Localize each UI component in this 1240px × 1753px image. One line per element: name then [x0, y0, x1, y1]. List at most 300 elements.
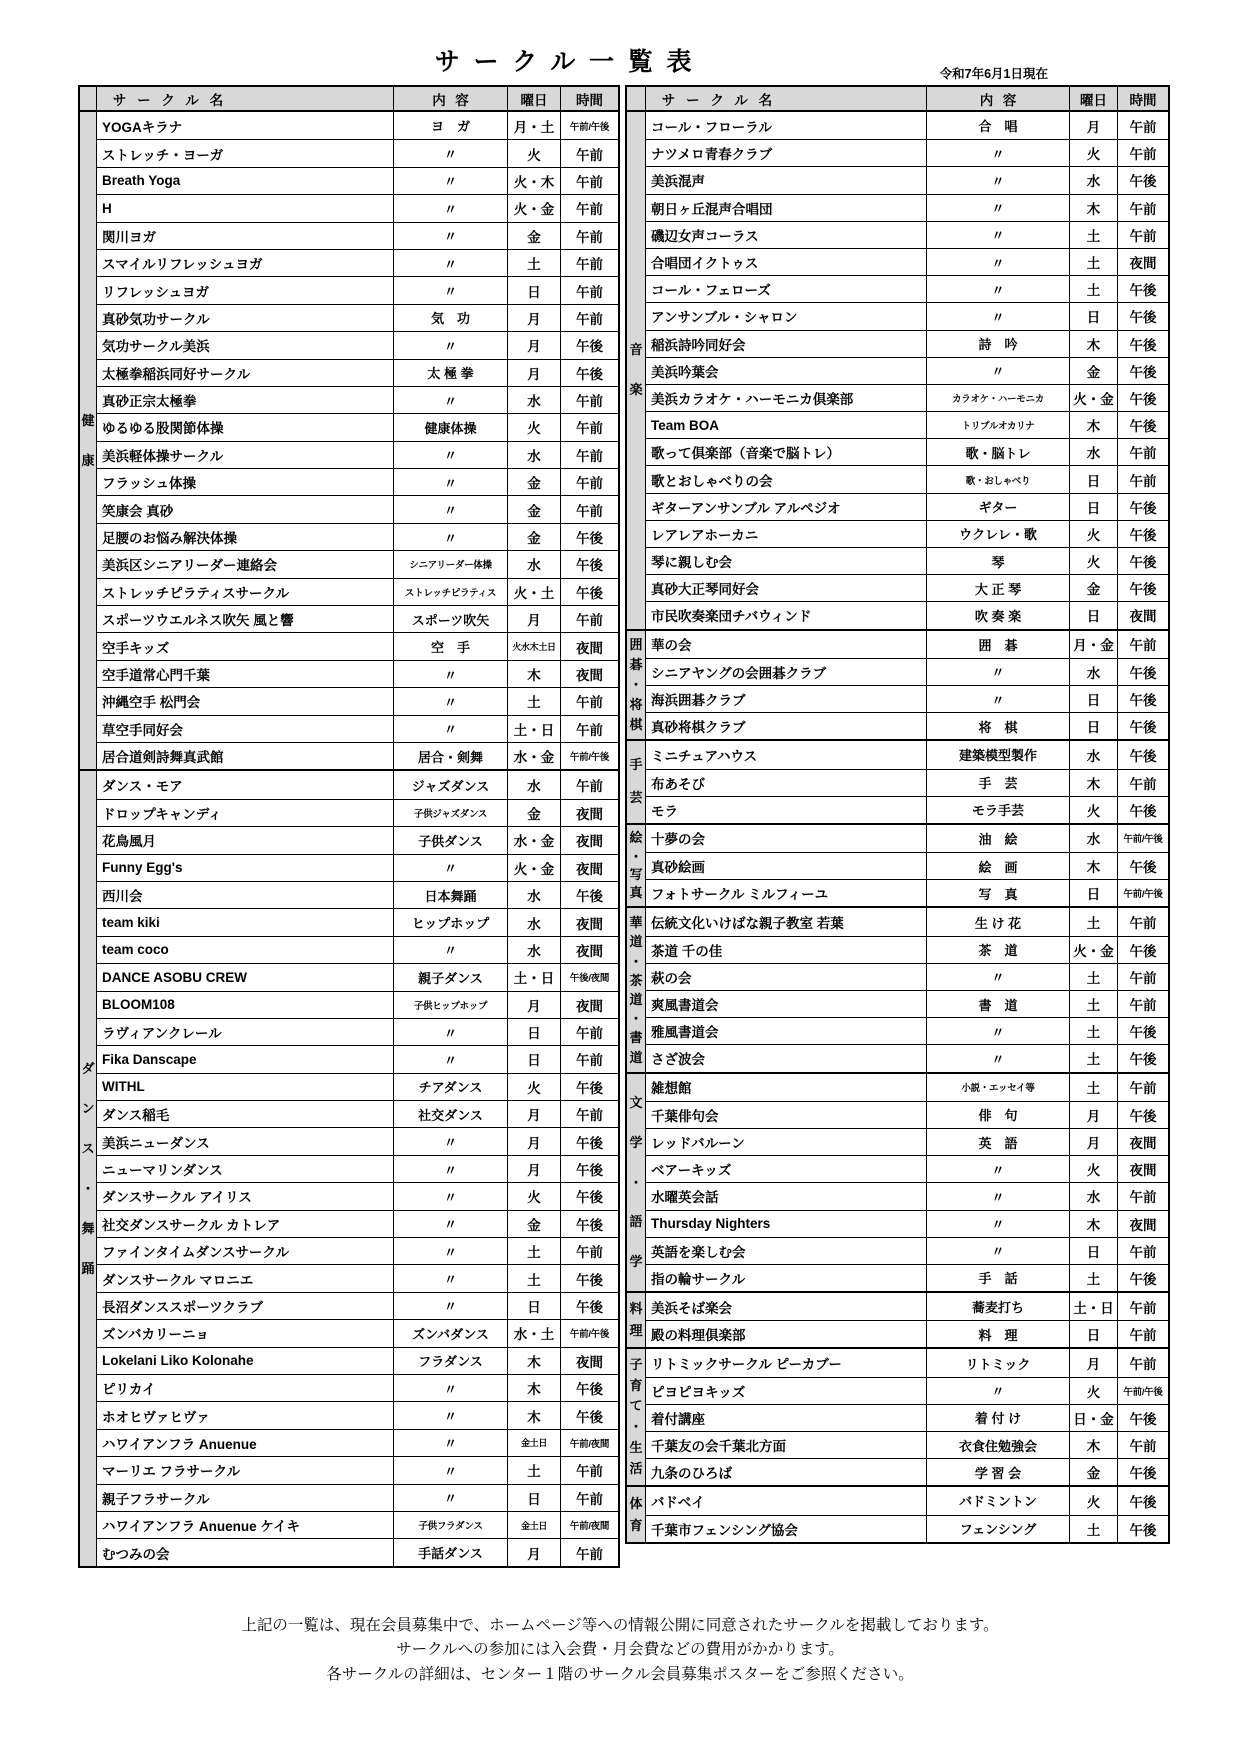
time-cell: 午前 [1129, 473, 1157, 489]
content-cell: 〃 [394, 937, 508, 963]
day-cell: 土 [1070, 1074, 1118, 1101]
time-cell: 午後 [576, 558, 603, 574]
time-cell: 午前 [1129, 1081, 1157, 1097]
circle-name-cell: 着付講座 [646, 1405, 927, 1431]
time-cell: 午前 [576, 421, 603, 437]
circle-name-cell: WITHL [97, 1074, 394, 1100]
table-row [646, 1377, 1168, 1404]
circle-name-cell: ドロップキャンディ [97, 800, 394, 826]
time-cell: 午前 [1129, 1244, 1157, 1260]
content-cell: 〃 [927, 1156, 1070, 1182]
table-row [646, 465, 1168, 492]
day-cell: 水 [1070, 439, 1118, 465]
content-cell: フラダンス [394, 1348, 508, 1374]
circle-name-cell: 華の会 [646, 631, 927, 658]
content-cell: 合 唱 [927, 112, 1070, 139]
table-row [646, 112, 1168, 139]
table-row [97, 386, 618, 413]
circle-name-cell: スマイルリフレッシュヨガ [97, 250, 394, 276]
time-cell: 午後 [576, 1409, 603, 1425]
circle-name-cell: 関川ヨガ [97, 223, 394, 249]
table-row [646, 330, 1168, 357]
time-cell: 午前/夜間 [569, 1438, 610, 1450]
footer-line: サークルへの参加には入会費・月会費などの費用がかかります。 [396, 1641, 844, 1659]
day-cell: 火 [1070, 521, 1118, 547]
day-cell: 日 [508, 277, 561, 303]
circle-name-cell: team coco [97, 937, 394, 963]
day-cell: 日 [1070, 303, 1118, 329]
time-cell: 夜間 [576, 998, 603, 1014]
day-cell: 火 [1070, 548, 1118, 574]
table-row [97, 578, 618, 605]
table-row [97, 1210, 618, 1237]
table-row [646, 493, 1168, 520]
table-row [97, 222, 618, 249]
circle-name-cell: 美浜区シニアリーダー連絡会 [97, 551, 394, 577]
time-cell: 午前 [576, 695, 603, 711]
time-cell: 午前 [576, 284, 603, 300]
time-cell: 午後 [1129, 1108, 1157, 1124]
table-row [97, 1401, 618, 1428]
category-section [80, 769, 618, 1565]
time-cell: 午前 [1129, 1300, 1157, 1316]
circle-name-cell: ナツメロ青春クラブ [646, 140, 927, 166]
time-cell: 午前 [576, 1245, 603, 1261]
circle-name-cell: 真砂将棋クラブ [646, 713, 927, 739]
table-row [646, 601, 1168, 628]
table-row [646, 194, 1168, 221]
category-label: 手 芸 [627, 741, 646, 823]
time-cell: 午前/午後 [569, 1329, 610, 1341]
content-cell: 茶 道 [927, 937, 1070, 963]
category-section [80, 112, 618, 769]
content-cell: 気 功 [394, 305, 508, 331]
circle-name-cell: Lokelani Liko Kolonahe [97, 1348, 394, 1374]
header-circle-name: サークル名 [646, 87, 927, 110]
time-cell: 午前 [1129, 1328, 1157, 1344]
table-row [97, 468, 618, 495]
content-cell: 〃 [927, 358, 1070, 384]
day-cell: 日 [1070, 1321, 1118, 1347]
content-cell: 〃 [394, 250, 508, 276]
table-row [97, 1237, 618, 1264]
time-cell: 夜間 [576, 861, 603, 877]
table-row [97, 1127, 618, 1154]
content-cell: 〃 [927, 276, 1070, 302]
content-cell: 〃 [394, 168, 508, 194]
circle-name-cell: 伝統文化いけばな親子教室 若葉 [646, 908, 927, 935]
table-row [97, 139, 618, 166]
circle-name-cell: 千葉市フェンシング協会 [646, 1516, 927, 1542]
content-cell: 子供ダンス [394, 827, 508, 853]
content-cell: 蕎麦打ち [927, 1293, 1070, 1320]
circle-name-cell: ニューマリンダンス [97, 1156, 394, 1182]
table-row [646, 1210, 1168, 1237]
time-cell: 午前 [576, 476, 603, 492]
day-cell: 月 [508, 332, 561, 358]
circle-name-cell: 草空手同好会 [97, 716, 394, 742]
circle-name-cell: ダンスサークル アイリス [97, 1183, 394, 1209]
time-cell: 午前 [1129, 776, 1157, 792]
content-cell: 〃 [927, 303, 1070, 329]
day-cell: 日・金 [1070, 1405, 1118, 1431]
content-cell: 〃 [394, 855, 508, 881]
day-cell: 土 [1070, 1265, 1118, 1291]
day-cell: 木 [508, 661, 561, 687]
day-cell: 水・土 [508, 1320, 561, 1346]
time-cell: 午後/夜間 [569, 973, 610, 985]
category-label: 体 育 [627, 1487, 646, 1541]
circle-name-cell: コール・フェローズ [646, 276, 927, 302]
circle-name-cell: アンサンブル・シャロン [646, 303, 927, 329]
table-row [646, 1458, 1168, 1485]
circle-name-cell: フォトサークル ミルフィーユ [646, 880, 927, 906]
content-cell: 衣食住勉強会 [927, 1432, 1070, 1458]
circle-name-cell: ファインタイムダンスサークル [97, 1238, 394, 1264]
day-cell: 金 [1070, 575, 1118, 601]
day-cell: 月 [508, 360, 561, 386]
day-cell: 日 [508, 1485, 561, 1511]
time-cell: 午前 [1129, 1357, 1157, 1373]
day-cell: 木 [1070, 331, 1118, 357]
time-cell: 午前 [576, 1491, 603, 1507]
table-row [97, 936, 618, 963]
circle-name-cell: 長沼ダンススポーツクラブ [97, 1293, 394, 1319]
content-cell: 〃 [927, 1018, 1070, 1044]
content-cell: 〃 [394, 140, 508, 166]
content-cell: 〃 [394, 1183, 508, 1209]
content-cell: 〃 [927, 167, 1070, 193]
table-row [646, 574, 1168, 601]
time-cell: 午前 [576, 1053, 603, 1069]
circle-name-cell: 真砂大正琴同好会 [646, 575, 927, 601]
category-section [627, 1485, 1168, 1541]
day-cell: 日 [1070, 880, 1118, 906]
content-cell: 琴 [927, 548, 1070, 574]
time-cell: 夜間 [576, 834, 603, 850]
circle-name-cell: 真砂絵画 [646, 853, 927, 879]
circle-name-cell: 美浜そば楽会 [646, 1293, 927, 1320]
circle-name-cell: 雑想館 [646, 1074, 927, 1101]
table-row [97, 413, 618, 440]
time-cell: 午後 [1129, 1271, 1157, 1287]
time-cell: 午前 [1129, 201, 1157, 217]
table-row [646, 520, 1168, 547]
table-row [97, 249, 618, 276]
content-cell: 絵 画 [927, 853, 1070, 879]
day-cell: 土・日 [508, 964, 561, 990]
day-cell: 日 [1070, 466, 1118, 492]
circle-name-cell: 歌とおしゃべりの会 [646, 466, 927, 492]
table-row [97, 660, 618, 687]
time-cell: 午前 [576, 448, 603, 464]
day-cell: 木 [1070, 412, 1118, 438]
circle-name-cell: 殿の料理倶楽部 [646, 1321, 927, 1347]
content-cell: 〃 [394, 524, 508, 550]
time-cell: 午前 [576, 202, 603, 218]
day-cell: 水 [508, 551, 561, 577]
category-label: 子 育 て ・ 生 活 [627, 1349, 646, 1485]
table-row [646, 1293, 1168, 1320]
day-cell: 土・日 [508, 716, 561, 742]
time-cell: 午前 [576, 779, 603, 795]
circle-name-cell: 美浜ニューダンス [97, 1128, 394, 1154]
content-cell: 〃 [394, 1156, 508, 1182]
table-row [646, 1404, 1168, 1431]
time-cell: 午後 [1129, 555, 1157, 571]
table-row [646, 302, 1168, 329]
table-row [646, 712, 1168, 739]
day-cell: 月 [508, 606, 561, 632]
header-day: 曜日 [1070, 87, 1118, 110]
table-row [646, 1431, 1168, 1458]
day-cell: 木 [508, 1348, 561, 1374]
day-cell: 月・金 [1070, 631, 1118, 658]
circle-name-cell: ダンスサークル マロニエ [97, 1265, 394, 1291]
table-row [646, 166, 1168, 193]
footer-line: 上記の一覧は、現在会員募集中で、ホームページ等への情報公開に同意されたサークルを掲載しております。 [241, 1617, 999, 1634]
table-row [646, 1074, 1168, 1101]
circle-name-cell: 爽風書道会 [646, 991, 927, 1017]
content-cell: 〃 [927, 1183, 1070, 1209]
content-cell: 健康体操 [394, 414, 508, 440]
time-cell: 午後 [576, 1217, 603, 1233]
category-label: 料 理 [627, 1293, 646, 1347]
day-cell: 日 [1070, 1238, 1118, 1264]
time-cell: 午前 [1129, 446, 1157, 462]
day-cell: 日 [1070, 602, 1118, 628]
table-row [97, 550, 618, 577]
day-cell: 火 [508, 1074, 561, 1100]
day-cell: 火水木土日 [508, 633, 561, 659]
table-row [646, 796, 1168, 823]
table-row [97, 632, 618, 659]
table-row [97, 1292, 618, 1319]
content-cell: 〃 [394, 1046, 508, 1072]
time-cell: 午後 [576, 531, 603, 547]
circle-name-cell: リトミックサークル ピーカブー [646, 1349, 927, 1376]
content-cell: 写 真 [927, 880, 1070, 906]
time-cell: 午前 [576, 613, 603, 629]
table-row [97, 1018, 618, 1045]
time-cell: 夜間 [1129, 1217, 1157, 1233]
circle-name-cell: 親子フラサークル [97, 1485, 394, 1511]
day-cell: 土 [1070, 1516, 1118, 1542]
time-cell: 午後 [576, 585, 603, 601]
header-day: 曜日 [508, 87, 561, 110]
time-cell: 午前/夜間 [569, 1521, 610, 1533]
circle-name-cell: 笑康会 真砂 [97, 496, 394, 522]
time-cell: 午前/午後 [1123, 834, 1163, 846]
time-cell: 午前 [576, 257, 603, 273]
time-cell: 夜間 [576, 668, 603, 683]
table-row [97, 1073, 618, 1100]
day-cell: 土 [1070, 908, 1118, 935]
content-cell: 生 け 花 [927, 908, 1070, 935]
time-cell: 午前 [1129, 1439, 1157, 1455]
category-section [627, 1291, 1168, 1347]
circle-name-cell: 十夢の会 [646, 825, 927, 852]
table-row [646, 908, 1168, 935]
day-cell: 土 [508, 1265, 561, 1291]
table-row [646, 438, 1168, 465]
table-row [646, 1237, 1168, 1264]
circle-name-cell: 稲浜詩吟同好会 [646, 331, 927, 357]
category-label: 華 道 ・ 茶 道 ・ 書 道 [627, 908, 646, 1071]
time-cell: 午前 [1129, 228, 1157, 244]
day-cell: 日 [1070, 686, 1118, 712]
content-cell: 〃 [394, 1375, 508, 1401]
day-cell: 土 [1070, 249, 1118, 275]
content-cell: リトミック [927, 1349, 1070, 1376]
table-row [97, 1374, 618, 1401]
day-cell: 火・金 [508, 195, 561, 221]
circle-name-cell: 太極拳稲浜同好サークル [97, 360, 394, 386]
content-cell: 〃 [394, 1019, 508, 1045]
table-row [97, 495, 618, 522]
day-cell: 火 [1070, 1378, 1118, 1404]
time-cell: 午後 [1129, 1466, 1157, 1482]
table-row [646, 658, 1168, 685]
circle-name-cell: Team BOA [646, 412, 927, 438]
time-cell: 午前 [576, 229, 603, 245]
content-cell: 〃 [927, 140, 1070, 166]
day-cell: 水 [1070, 167, 1118, 193]
content-cell: 吹 奏 楽 [927, 602, 1070, 628]
content-cell: 油 絵 [927, 825, 1070, 852]
day-cell: 日 [508, 1293, 561, 1319]
table-row [646, 248, 1168, 275]
circle-name-cell: 布あそび [646, 770, 927, 796]
circle-name-cell: レアレアホーカニ [646, 521, 927, 547]
content-cell: 子供フラダンス [394, 1512, 508, 1538]
day-cell: 土 [1070, 964, 1118, 990]
content-cell: 〃 [394, 661, 508, 687]
time-cell: 夜間 [576, 1354, 603, 1370]
time-cell: 午後 [1129, 582, 1157, 598]
circle-name-cell: 気功サークル美浜 [97, 332, 394, 358]
circle-name-cell: ホオヒヴァヒヴァ [97, 1402, 394, 1428]
table-row [97, 194, 618, 221]
day-cell: 月 [1070, 112, 1118, 139]
time-cell: 午前 [576, 1464, 603, 1480]
time-cell: 午前 [576, 147, 603, 163]
day-cell: 月 [1070, 1349, 1118, 1376]
content-cell: 学 習 会 [927, 1459, 1070, 1485]
circle-name-cell: 水曜英会話 [646, 1183, 927, 1209]
day-cell: 水 [1070, 1183, 1118, 1209]
circle-name-cell: ベアーキッズ [646, 1156, 927, 1182]
time-cell: 午後 [1129, 1494, 1157, 1510]
circle-name-cell: ギターアンサンブル アルペジオ [646, 494, 927, 520]
table-row [646, 1349, 1168, 1376]
content-cell: 書 道 [927, 991, 1070, 1017]
day-cell: 火 [1070, 1156, 1118, 1182]
day-cell: 月 [508, 1539, 561, 1565]
circle-name-cell: モラ [646, 797, 927, 823]
circle-name-cell: ストレッチピラティスサークル [97, 579, 394, 605]
content-cell: 手話ダンス [394, 1539, 508, 1565]
day-cell: 土 [1070, 991, 1118, 1017]
content-cell: 〃 [927, 1045, 1070, 1071]
table-row [646, 879, 1168, 906]
content-cell: ヨ ガ [394, 112, 508, 139]
content-cell: 〃 [927, 195, 1070, 221]
time-cell: 夜間 [576, 640, 603, 656]
day-cell: 金 [508, 800, 561, 826]
category-section [627, 906, 1168, 1071]
content-cell: 歌・おしゃべり [927, 466, 1070, 492]
time-cell: 夜間 [1129, 1163, 1157, 1179]
time-cell: 午後 [1129, 1522, 1157, 1538]
circle-name-cell: 歌って倶楽部（音楽で脳トレ） [646, 439, 927, 465]
day-cell: 火・金 [508, 855, 561, 881]
time-cell: 午後 [576, 1299, 603, 1315]
day-cell: 月 [508, 992, 561, 1018]
content-cell: 〃 [394, 277, 508, 303]
table-row [97, 1538, 618, 1565]
content-cell: 〃 [394, 442, 508, 468]
table-row [97, 1347, 618, 1374]
table-row [97, 854, 618, 881]
circle-name-cell: 西川会 [97, 882, 394, 908]
table-row [97, 1456, 618, 1483]
time-cell: 午前/午後 [569, 121, 610, 133]
time-cell: 午前 [576, 1026, 603, 1042]
content-cell: 〃 [394, 195, 508, 221]
day-cell: 火 [508, 140, 561, 166]
category-label: ダ ン ス ・ 舞 踊 [80, 771, 97, 1565]
content-cell: 日本舞踊 [394, 882, 508, 908]
circle-name-cell: ダンス・モア [97, 771, 394, 798]
category-section [627, 112, 1168, 629]
content-cell: 〃 [927, 1211, 1070, 1237]
day-cell: 金土日 [508, 1512, 561, 1538]
content-cell: シニアリーダー体操 [394, 551, 508, 577]
content-cell: トリプルオカリナ [927, 412, 1070, 438]
content-cell: 〃 [394, 1402, 508, 1428]
category-label: 絵 ・ 写 真 [627, 825, 646, 907]
table-row [97, 1100, 618, 1127]
content-cell: 囲 碁 [927, 631, 1070, 658]
circle-name-cell: むつみの会 [97, 1539, 394, 1565]
time-cell: 午後 [576, 1272, 603, 1288]
circle-name-cell: ゆるゆる股関節体操 [97, 414, 394, 440]
circle-name-cell: バドベイ [646, 1487, 927, 1514]
time-cell: 午前 [576, 174, 603, 190]
table-row [646, 384, 1168, 411]
day-cell: 金 [1070, 1459, 1118, 1485]
time-cell: 午前/午後 [569, 752, 610, 764]
time-cell: 午後 [1129, 748, 1157, 764]
day-cell: 日 [1070, 713, 1118, 739]
content-cell: 〃 [394, 1211, 508, 1237]
content-cell: 〃 [394, 469, 508, 495]
circle-name-cell: Thursday Nighters [646, 1211, 927, 1237]
content-cell: 子供ジャズダンス [394, 800, 508, 826]
content-cell: 〃 [927, 686, 1070, 712]
table-row [97, 1484, 618, 1511]
content-cell: 〃 [927, 222, 1070, 248]
circle-name-cell: ダンス稲毛 [97, 1101, 394, 1127]
day-cell: 水 [508, 937, 561, 963]
circle-name-cell: スポーツウエルネス吹矢 風と響 [97, 606, 394, 632]
time-cell: 午前 [1129, 147, 1157, 163]
day-cell: 水 [1070, 825, 1118, 852]
circle-name-cell: ミニチュアハウス [646, 741, 927, 768]
day-cell: 木 [1070, 195, 1118, 221]
content-cell: 大 正 琴 [927, 575, 1070, 601]
